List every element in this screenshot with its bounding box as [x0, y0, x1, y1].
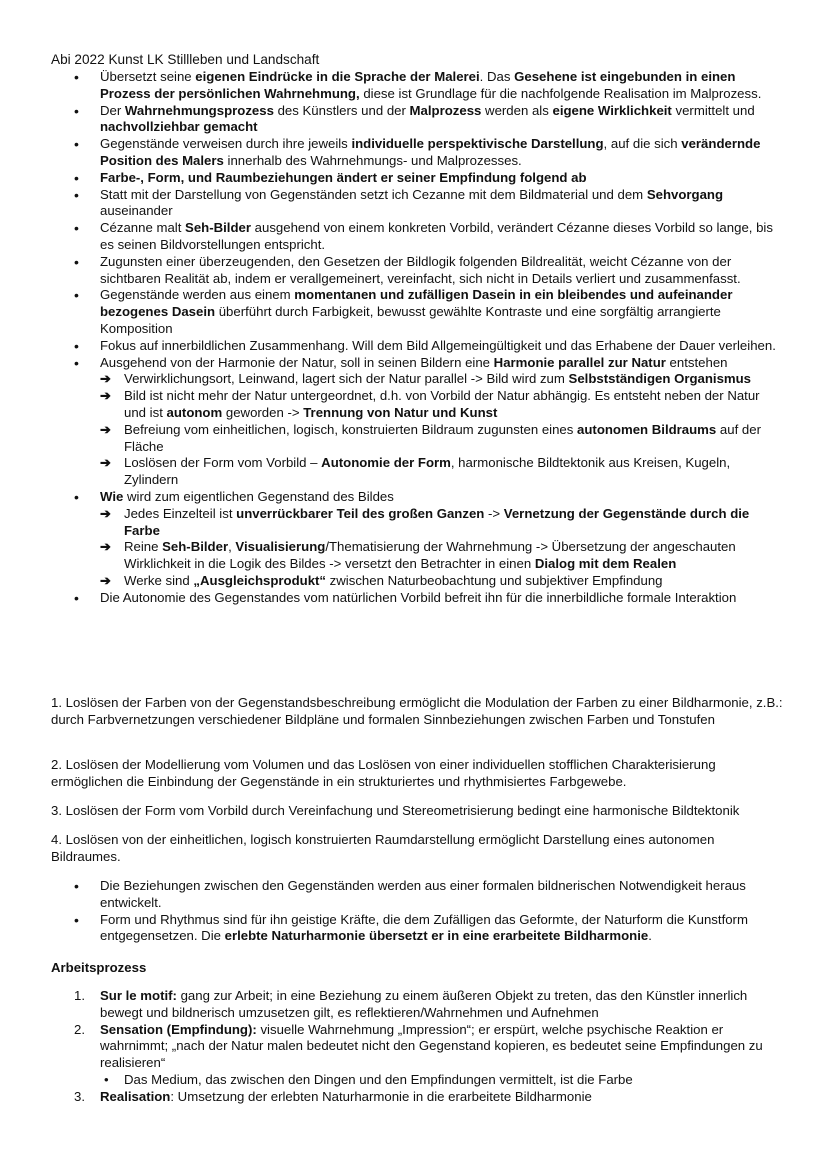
arbeitsprozess-list	[74, 988, 780, 1106]
arrow-item-text	[124, 422, 761, 454]
step-subitem: • Das Medium, das zwischen den Dingen und den Empfindungen vermittelt, ist die Farbe	[100, 1072, 780, 1089]
arrow-item	[100, 573, 780, 590]
harmony-intro	[100, 355, 780, 372]
arrow-item	[100, 455, 780, 489]
document-title: Abi 2022 Kunst LK Stillleben und Landschaft	[51, 52, 320, 67]
step-number: 2.	[74, 1021, 85, 1037]
text-run: Fokus auf innerbildlichen Zusammenhang. Will dem Bild Allgemeingültigkeit und das Erhabene der Dauer verleihen.	[100, 337, 776, 353]
step-number: 3.	[74, 1088, 85, 1104]
list-item	[100, 287, 780, 337]
list-item	[100, 912, 780, 946]
bold-text: eigene Wirklichkeit	[552, 102, 672, 118]
paragraph-3: 3. Loslösen der Form vom Vorbild durch Vereinfachung und Stereometrisierung bedingt eine harmonische Bildtektonik	[51, 803, 740, 818]
step-item	[74, 988, 780, 1022]
text-run: Bild ist nicht mehr der Natur untergeordnet, d.h. von Vorbild der Natur abhängig. Es entsteht neben der Natur und ist	[124, 388, 760, 420]
list-item	[100, 220, 780, 254]
text-run: diese ist Grundlage für die nachfolgende Realisation im Malprozess.	[359, 85, 762, 101]
main-bullet-list	[100, 69, 780, 607]
bold-text: Seh-Bilder	[185, 220, 251, 236]
bold-text: „Ausgleichsprodukt“	[193, 572, 327, 588]
text-run: Werke sind	[124, 572, 194, 588]
bold-text: Vernetzung der Gegenstände durch die Farbe	[124, 505, 750, 538]
text-run: Die Beziehungen zwischen den Gegenständen werden aus einer formalen bildnerischen Notwendigkeit heraus entwickelt.	[100, 878, 746, 910]
bold-text: Wahrnehmungsprozess	[124, 102, 274, 118]
text-run: auseinander	[100, 203, 173, 219]
wie-intro	[100, 489, 780, 506]
text-run: , harmonische Bildtektonik aus Kreisen, Kugeln, Zylindern	[124, 455, 731, 488]
step-item	[74, 1088, 780, 1106]
text-run: Reine	[124, 539, 163, 555]
bold-text: Realisation	[100, 1088, 171, 1104]
text-run: : Umsetzung der erlebten Naturharmonie in die erarbeitete Bildharmonie	[170, 1088, 592, 1104]
text-run: auf der Fläche	[124, 421, 761, 454]
arrow-item-text	[124, 506, 749, 538]
bold-text: autonomen Bildraums	[577, 421, 717, 437]
arrow-item-text	[124, 539, 736, 571]
second-bullet-list	[100, 878, 780, 945]
text-run: innerhalb des Wahrnehmungs- und Malprozesses.	[223, 152, 522, 168]
bold-text: autonom	[166, 404, 223, 420]
section-heading: Arbeitsprozess	[51, 960, 147, 975]
text-run: überführt durch Farbigkeit, bewusst gewählte Kontraste und eine sorgfältig arrangierte Komposition	[100, 304, 721, 336]
bold-text: eigenen Eindrücke in die Sprache der Malerei	[195, 69, 480, 84]
list-item	[100, 338, 780, 355]
step-text	[100, 988, 747, 1020]
arrow-item	[100, 388, 780, 422]
step-number: 1.	[74, 988, 85, 1003]
arrow-item-text	[124, 388, 760, 420]
text-run: Der	[100, 102, 125, 118]
arrow-right-icon: ➔	[100, 371, 111, 387]
text-run: visuelle Wahrnehmung „Impression“; er erspürt, welche psychische Reaktion er wahrnimmt; „nach der Natur malen bedeutet nicht den Gegenstand kopieren, es bedeutet seine Empfindungen zu realisieren“	[100, 1021, 763, 1071]
arrow-right-icon: ➔	[100, 572, 111, 588]
text-run: Übersetzt seine	[100, 69, 196, 84]
bold-text: nachvollziehbar gemacht	[100, 119, 258, 135]
bold-text: Gesehene ist eingebunden in einen Prozess der persönlichen Wahrnehmung,	[100, 69, 736, 101]
text-run: Statt mit der Darstellung von Gegenständen setzt ich Cezanne mit dem Bildmaterial und dem	[100, 186, 647, 202]
text-run: . Das	[479, 69, 515, 84]
bold-text: Dialog mit dem Realen	[534, 556, 677, 572]
text-run: vermittelt und	[671, 102, 755, 118]
arrow-item	[100, 506, 780, 540]
list-item	[100, 254, 780, 288]
bold-text: unverrückbarer Teil des großen Ganzen	[236, 505, 485, 521]
arrow-right-icon: ➔	[100, 388, 111, 404]
bold-text: Wie	[100, 488, 124, 504]
arrow-item-text	[124, 371, 751, 386]
bold-text: Sensation (Empfindung):	[100, 1021, 257, 1037]
text-run: Gegenstände werden aus einem	[100, 287, 295, 303]
text-run: Loslösen der Form vom Vorbild –	[124, 455, 322, 471]
arrow-item-text	[124, 573, 663, 588]
list-item-wie	[100, 489, 780, 590]
bold-text: Malprozess	[409, 102, 482, 118]
bold-text: verändernde Position des Malers	[100, 136, 761, 168]
text-run: Gegenstände verweisen durch ihre jeweils	[100, 136, 352, 152]
bold-text: momentanen und zufälligen Dasein in ein bleibendes und aufeinander bezogenes Dasein	[100, 287, 733, 320]
text-run: geworden ->	[222, 404, 304, 420]
text-run: .	[648, 928, 652, 944]
text-run: Zugunsten einer überzeugenden, den Gesetzen der Bildlogik folgenden Bildrealität, weicht Cézanne von der sichtbaren Realität ab, indem er verallgemeinert, vereinfacht, sich nicht in Details verliert und zusammenfasst.	[100, 253, 741, 286]
text-run: Cézanne malt	[100, 220, 186, 236]
bold-text: individuelle perspektivische Darstellung	[351, 136, 604, 152]
arrow-item	[100, 539, 780, 573]
arrow-right-icon: ➔	[100, 505, 111, 521]
text-run: Ausgehend von der Harmonie der Natur, soll in seinen Bildern eine	[100, 354, 494, 370]
list-item	[100, 187, 780, 221]
text-run: des Künstlers und der	[273, 102, 410, 118]
arrow-right-icon: ➔	[100, 455, 111, 471]
harmony-sublist	[100, 371, 780, 489]
bold-text: Autonomie der Form	[321, 455, 451, 471]
bold-text: Sehvorgang	[646, 186, 724, 202]
list-item	[100, 136, 780, 170]
step-text	[100, 1089, 592, 1104]
text-run: Befreiung vom einheitlichen, logisch, konstruierten Bildraum zugunsten eines	[124, 421, 578, 437]
arrow-right-icon: ➔	[100, 421, 111, 437]
text-run: /Thematisierung der Wahrnehmung -> Übersetzung der angeschauten Wirklichkeit in die Logik des Bildes -> versetzt den Betrachter in einen	[124, 539, 736, 572]
list-item	[100, 170, 780, 187]
list-item	[100, 69, 780, 103]
text-run: Form und Rhythmus sind für ihn geistige Kräfte, die dem Zufälligen das Geformte, der Naturform die Kunstform entgegensetzen. Die	[100, 911, 748, 944]
list-item-harmony	[100, 355, 780, 489]
list-item	[100, 878, 780, 912]
text-run: zwischen Naturbeobachtung und subjektiver Empfindung	[326, 572, 663, 588]
text-run: wird zum eigentlichen Gegenstand des Bildes	[123, 488, 394, 504]
list-item	[100, 103, 780, 137]
arrow-item-text	[124, 455, 730, 487]
text-run: entstehen	[665, 354, 728, 370]
paragraph-2: 2. Loslösen der Modellierung vom Volumen und das Loslösen von einer individuellen stofflichen Charakterisierung ermöglichen die Einbindung der Gegenstände in ein strukturiertes und rhythmisiertes Farbgewebe.	[51, 757, 716, 789]
text-run: Die Autonomie des Gegenstandes vom natürlichen Vorbild befreit ihn für die innerbildliche formale Interaktion	[100, 589, 737, 605]
step-sublist	[100, 1072, 780, 1089]
text-run: Verwirklichungsort, Leinwand, lagert sich der Natur parallel -> Bild wird zum	[124, 371, 569, 387]
text-run: gang zur Arbeit; in eine Beziehung zu einem äußeren Objekt zu treten, das den Künstler innerlich bewegt und bildnerisch umzusetzen gilt, es reflektieren/Wahrnehmen und Aufnehmen	[100, 988, 748, 1020]
text-run: , auf die sich	[603, 136, 682, 152]
arrow-item	[100, 422, 780, 456]
list-item	[100, 590, 780, 607]
step-item	[74, 1021, 780, 1089]
step-text	[100, 1022, 763, 1071]
arrow-right-icon: ➔	[100, 539, 111, 555]
bold-text: Harmonie parallel zur Natur	[493, 354, 666, 370]
bold-text: Farbe-, Form, und Raumbeziehungen ändert er seiner Empfindung folgend ab	[100, 169, 587, 185]
paragraph-4: 4. Loslösen von der einheitlichen, logisch konstruierten Raumdarstellung ermöglicht Darstellung eines autonomen Bildraumes.	[51, 832, 715, 864]
text-run: ->	[484, 505, 504, 521]
text-run: ,	[228, 539, 236, 555]
bold-text: Sur le motif:	[100, 988, 177, 1003]
paragraph-1: 1. Loslösen der Farben von der Gegenstandsbeschreibung ermöglicht die Modulation der Farben zu einer Bildharmonie, z.B.: durch Farbvernetzungen verschiedener Bildpläne und formalen Sinnbeziehungen zwischen Farben und Tonstufen	[51, 695, 783, 727]
arrow-item	[100, 371, 780, 388]
bold-text: erlebte Naturharmonie übersetzt er in eine erarbeitete Bildharmonie	[224, 928, 649, 944]
bold-text: Trennung von Natur und Kunst	[303, 404, 498, 420]
bold-text: Visualisierung	[235, 539, 326, 555]
bold-text: Seh-Bilder	[162, 539, 229, 555]
text-run: werden als	[481, 102, 553, 118]
wie-sublist	[100, 506, 780, 590]
text-run: Jedes Einzelteil ist	[124, 505, 237, 521]
text-run: ausgehend von einem konkreten Vorbild, verändert Cézanne dieses Vorbild so lange, bis es seinen Bildvorstellungen entspricht.	[100, 220, 773, 252]
bold-text: Selbstständigen Organismus	[568, 371, 752, 387]
